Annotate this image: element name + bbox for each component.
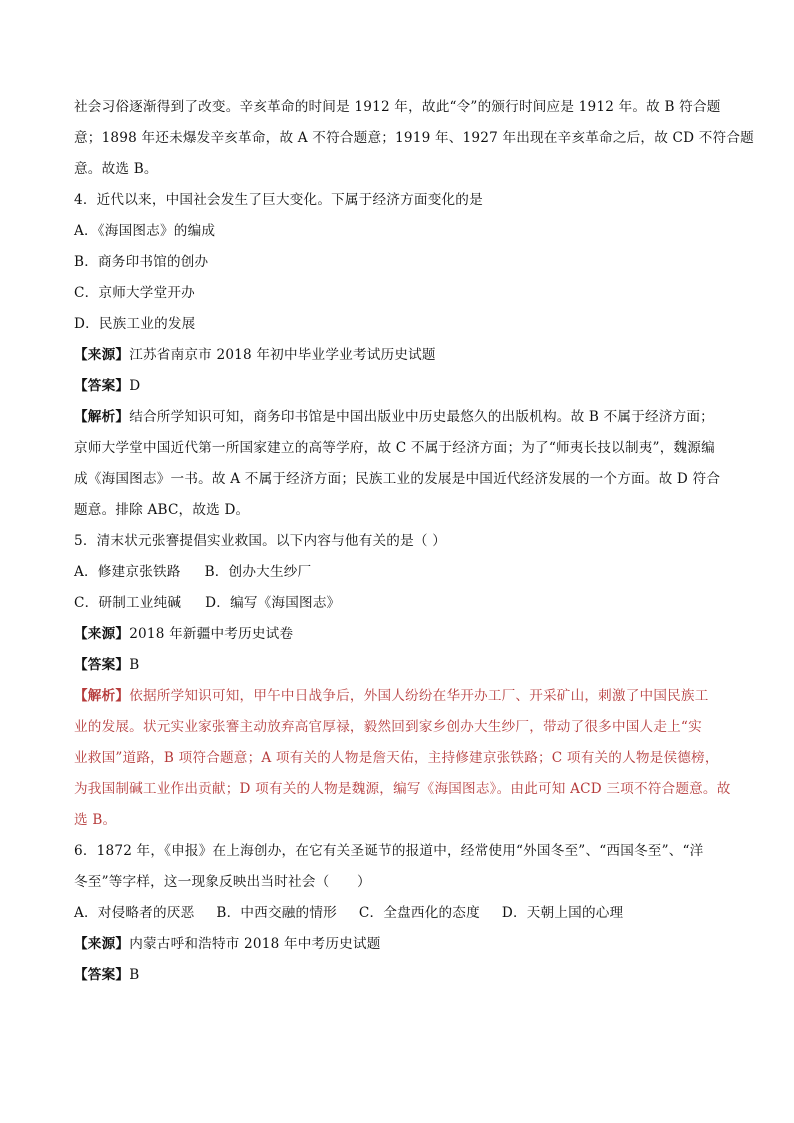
analysis-label: 【解析】 (74, 409, 130, 425)
document-page (74, 92, 754, 991)
q4-analysis-line (74, 402, 734, 433)
q4-answer (74, 371, 734, 402)
q5-option-b: B．创办大生纱厂 (204, 564, 312, 580)
q6-option-a: A．对侵略者的厌恶 (74, 905, 195, 921)
q5-analysis-line (74, 681, 734, 712)
analysis-text: 结合所学知识可知，商务印书馆是中国出版业中历史最悠久的出版机构。故 B 不属于经济方面； (129, 409, 714, 425)
q6-stem: 6．1872 年，《申报》在上海创办，在它有关圣诞节的报道中，经常使用“外国冬至”、“西国冬至”、“洋 (74, 843, 704, 859)
q5-options-row (74, 557, 734, 588)
intro-line: 社会习俗逐渐得到了改变。辛亥革命的时间是 1912 年，故此“令”的颁行时间应是 1912 年。故 B 符合题 (74, 99, 721, 115)
q5-stem: 5．清末状元张謇提倡实业救国。以下内容与他有关的是（ ） (74, 533, 447, 549)
intro-line: 意。故选 B。 (74, 161, 158, 177)
q6-source (74, 929, 734, 960)
q6-option-b: B．中西交融的情形 (216, 905, 337, 921)
analysis-label: 【解析】 (74, 688, 130, 704)
source-label: 【来源】 (74, 347, 130, 363)
answer-text: B (129, 657, 140, 673)
q4-stem: 4．近代以来，中国社会发生了巨大变化。下属于经济方面变化的是 (74, 192, 483, 208)
q5-options-row (74, 588, 734, 619)
q5-analysis-line: 为我国制碱工业作出贡献；D 项有关的人物是魏源，编写《海国图志》。由此可知 ACD 三项不符合题意。故 (74, 781, 731, 797)
q4-option-b: B．商务印书馆的创办 (74, 254, 209, 270)
q5-option-d: D．编写《海国图志》 (205, 595, 341, 611)
analysis-text: 依据所学知识可知，甲午中日战争后，外国人纷纷在华开办工厂、开采矿山，刺激了中国民族工 (129, 688, 709, 704)
answer-label: 【答案】 (74, 967, 130, 983)
q5-option-a: A．修建京张铁路 (74, 564, 181, 580)
q6-option-d: D．天朝上国的心理 (501, 905, 624, 921)
q6-answer (74, 960, 734, 991)
q5-option-c: C．研制工业纯碱 (74, 595, 182, 611)
source-text: 2018 年新疆中考历史试卷 (129, 626, 294, 642)
q6-option-c: C．全盘西化的态度 (358, 905, 480, 921)
source-label: 【来源】 (74, 936, 130, 952)
source-text: 内蒙古呼和浩特市 2018 年中考历史试题 (129, 936, 381, 952)
intro-line: 意；1898 年还未爆发辛亥革命，故 A 不符合题意；1919 年、1927 年出现在辛亥革命之后，故 CD 不符合题 (74, 130, 754, 146)
q5-analysis-line: 选 B。 (74, 812, 117, 828)
q4-option-c: C．京师大学堂开办 (74, 285, 195, 301)
q4-option-a: A．《海国图志》的编成 (74, 223, 216, 239)
source-text: 江苏省南京市 2018 年初中毕业学业考试历史试题 (129, 347, 436, 363)
q5-analysis-line: 业的发展。状元实业家张謇主动放弃高官厚禄，毅然回到家乡创办大生纱厂，带动了很多中国人走上“实 (74, 719, 702, 735)
answer-label: 【答案】 (74, 657, 130, 673)
source-label: 【来源】 (74, 626, 130, 642)
q4-source (74, 340, 734, 371)
q6-options-row (74, 898, 734, 929)
answer-label: 【答案】 (74, 378, 130, 394)
q4-analysis-line: 成《海国图志》一书。故 A 不属于经济方面；民族工业的发展是中国近代经济发展的一个方面。故 D 符合 (74, 471, 721, 487)
q5-source (74, 619, 734, 650)
q4-option-d: D．民族工业的发展 (74, 316, 196, 332)
answer-text: B (129, 967, 140, 983)
q5-analysis-line: 业救国”道路，B 项符合题意；A 项有关的人物是詹天佑，主持修建京张铁路；C 项有关的人物是侯德榜， (74, 750, 719, 766)
q4-analysis-line: 题意。排除 ABC，故选 D。 (74, 502, 250, 518)
answer-text: D (129, 378, 141, 394)
q4-analysis-line: 京师大学堂中国近代第一所国家建立的高等学府，故 C 不属于经济方面；为了“师夷长技以制夷”，魏源编 (74, 440, 715, 456)
q6-stem: 冬至”等字样，这一现象反映出当时社会（ ） (74, 874, 371, 890)
q5-answer (74, 650, 734, 681)
